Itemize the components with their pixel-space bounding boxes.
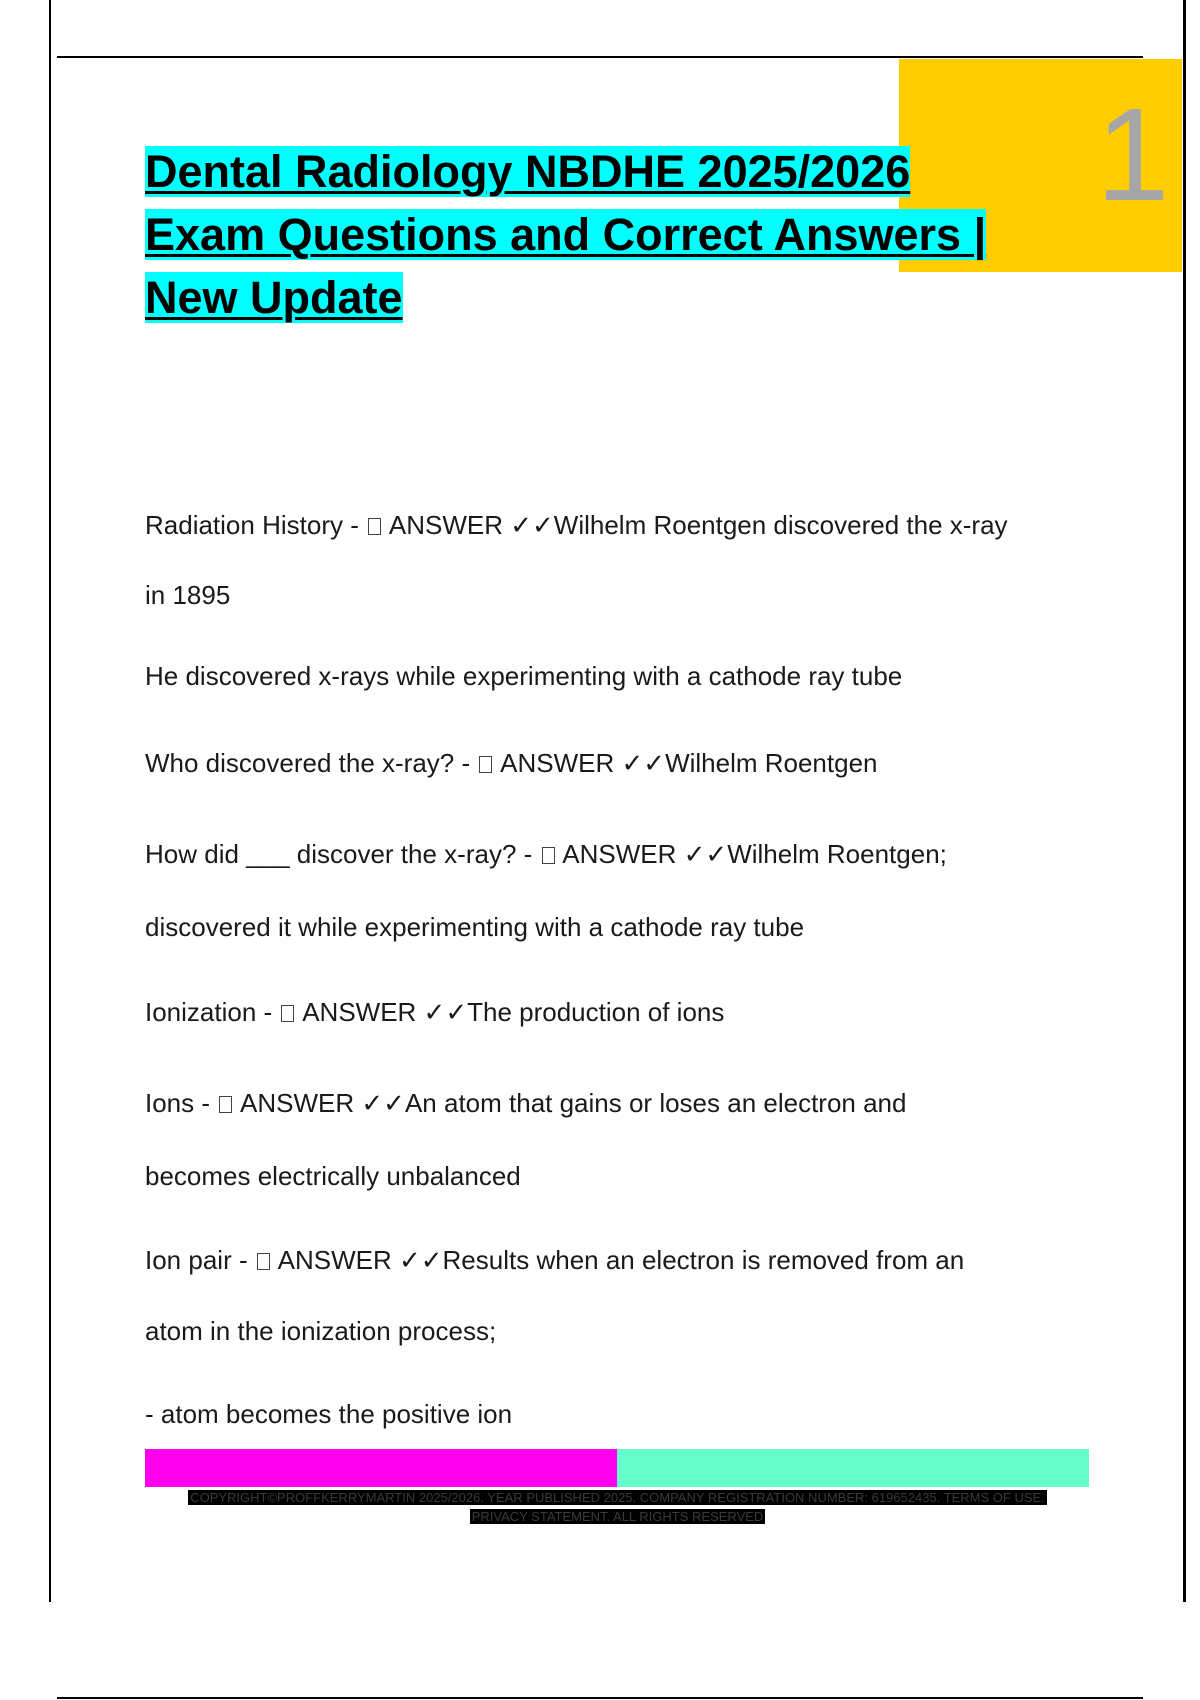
answer-text: Wilhelm Roentgen; (727, 839, 947, 869)
answer-prefix: ANSWER ✓✓ (556, 839, 728, 869)
copyright-line-1: COPYRIGHT©PROFFKERRYMARTIN 2025/2026. YEAR PUBLISHED 2025. COMPANY REGISTRATION NUMBER: 619652435. TERMS OF USE. (190, 1490, 1045, 1505)
footer-bar-mint (617, 1449, 1089, 1487)
answer-marker-icon (368, 518, 381, 535)
document-title (145, 140, 1085, 329)
copyright-line-2: PRIVACY STATEMENT. ALL RIGHTS RESERVED (471, 1509, 764, 1524)
copyright-notice (160, 1488, 1075, 1526)
qa-line-5 (145, 839, 947, 870)
answer-prefix: ANSWER ✓✓ (494, 748, 666, 778)
qa-line-7 (145, 997, 724, 1028)
question-text: How did ___ discover the x-ray? - (145, 839, 540, 869)
qa-line-4 (145, 748, 878, 779)
qa-line-2: in 1895 (145, 580, 231, 610)
header-rule (57, 56, 1143, 58)
qa-line-12: - atom becomes the positive ion (145, 1399, 513, 1429)
footer-bar-magenta (145, 1449, 617, 1487)
page-border-right (1183, 0, 1186, 1602)
qa-line-3: He discovered x-rays while experimenting with a cathode ray tube (145, 661, 903, 691)
answer-marker-icon (257, 1253, 270, 1270)
answer-text: The production of ions (467, 997, 725, 1027)
qa-line-8 (145, 1088, 906, 1119)
answer-text: Results when an electron is removed from an (442, 1245, 965, 1275)
page-border-left (49, 0, 51, 1602)
question-text: Ions - (145, 1088, 218, 1118)
answer-marker-icon (281, 1005, 294, 1022)
answer-marker-icon (219, 1096, 232, 1113)
title-line-3: New Update (145, 272, 403, 323)
title-line-2: Exam Questions and Correct Answers | (145, 209, 987, 260)
answer-prefix: ANSWER ✓✓ (383, 510, 554, 540)
question-text: Ionization - (145, 997, 280, 1027)
qa-line-1 (145, 510, 1008, 541)
answer-text: An atom that gains or loses an electron and (404, 1088, 907, 1118)
qa-line-9: becomes electrically unbalanced (145, 1161, 521, 1191)
answer-prefix: ANSWER ✓✓ (234, 1088, 405, 1118)
qa-line-6: discovered it while experimenting with a cathode ray tube (145, 912, 805, 942)
answer-marker-icon (542, 847, 555, 864)
answer-prefix: ANSWER ✓✓ (271, 1245, 443, 1275)
qa-line-11: atom in the ionization process; (145, 1316, 497, 1346)
page-number: 1 (1096, 81, 1170, 228)
title-line-1: Dental Radiology NBDHE 2025/2026 (145, 146, 911, 197)
answer-marker-icon (479, 756, 492, 773)
answer-text: Wilhelm Roentgen discovered the x-ray (553, 510, 1008, 540)
question-text: Who discovered the x-ray? - (145, 748, 478, 778)
answer-prefix: ANSWER ✓✓ (296, 997, 468, 1027)
question-text: Radiation History - (145, 510, 367, 540)
qa-line-10 (145, 1245, 964, 1276)
question-text: Ion pair - (145, 1245, 255, 1275)
answer-text: Wilhelm Roentgen (665, 748, 878, 778)
footer-rule (57, 1697, 1143, 1699)
